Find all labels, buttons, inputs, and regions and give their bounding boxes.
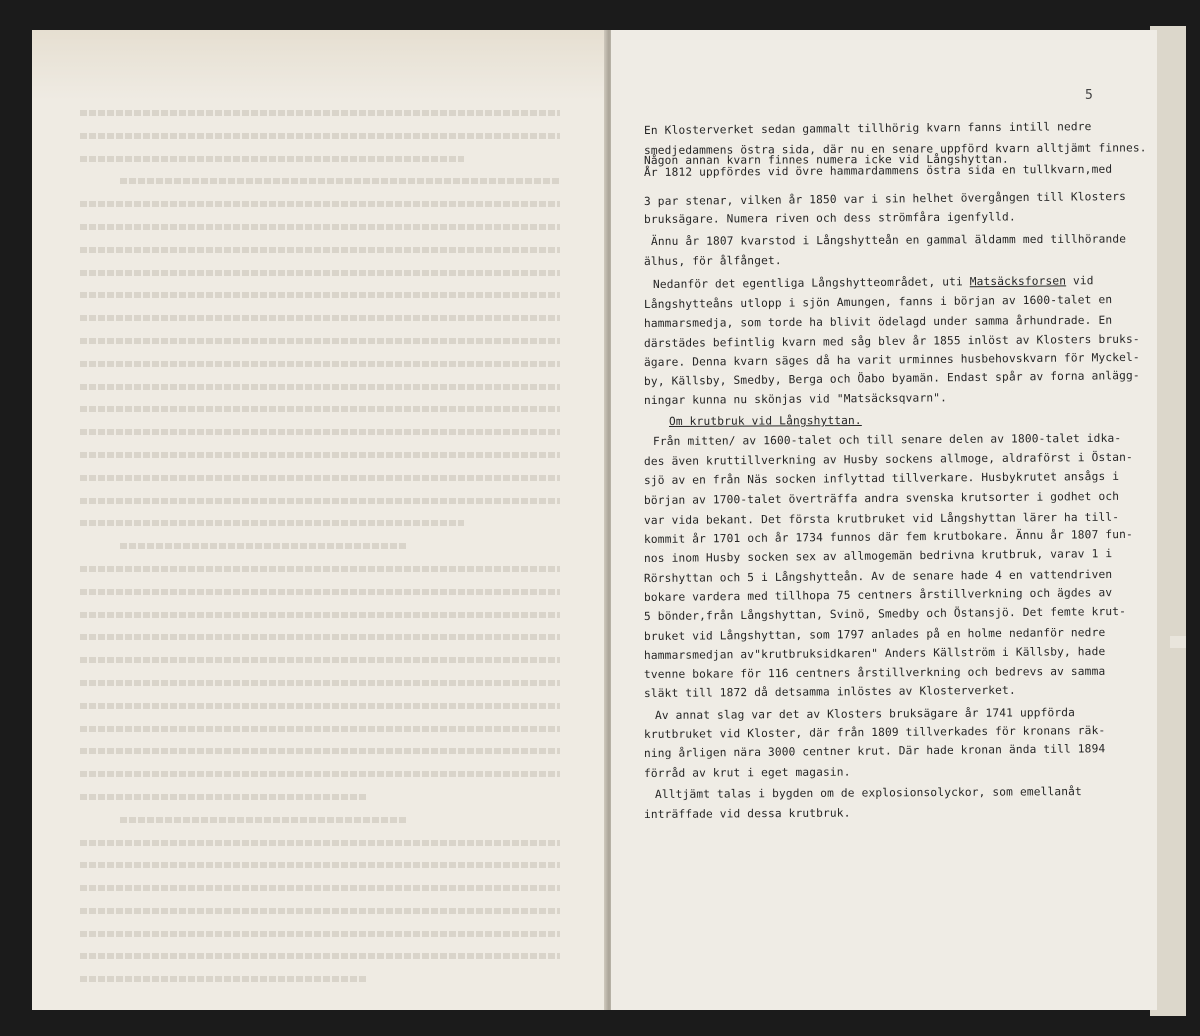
- text-line: älhus, för ålfånget.: [643, 254, 782, 268]
- text-line: förråd av krut i eget magasin.: [643, 765, 851, 780]
- text-line: hammarsmedja, som torde ha blivit ödelagd under samma århundrade. En: [643, 313, 1113, 330]
- text-line: Rörshyttan och 5 i Långshytteån. Av de senare hade 4 en vattendriven: [643, 567, 1113, 585]
- text-line: Från mitten/ av 1600-talet och till senare delen av 1800-talet idka-: [652, 431, 1122, 448]
- page-top-shading: [32, 30, 607, 100]
- text-line: därstädes befintlig kvarn med såg blev år 1855 inlöst av Klosters bruks-: [643, 332, 1140, 350]
- text-line: ning årligen nära 3000 centner krut. Där hade kronan ända till 1894: [643, 742, 1106, 760]
- text-line: släkt till 1872 då detsamma inlöstes av Klosterverket.: [643, 683, 1016, 700]
- text-line: krutbruket vid Kloster, där från 1809 tillverkades för kronans räk-: [643, 723, 1106, 741]
- text-line: Långshytteåns utlopp i sjön Amungen, fanns i början av 1600-talet en: [643, 293, 1113, 311]
- text-line: inträffade vid dessa krutbruk.: [643, 806, 851, 821]
- text-line: bruksägare. Numera riven och dess strömfåra igenfylld.: [643, 210, 1016, 226]
- bleed-through-text: [80, 110, 560, 999]
- text-line: nos inom Husby socken sex av allmogemän bedrivna krutbruk, varav 1 i: [643, 547, 1113, 565]
- text-line: Alltjämt talas i bygden om de explosionsolyckor, som emellanåt: [654, 785, 1082, 801]
- text-line: by, Källsby, Smedby, Berga och Öabo byamän. Endast spår av forna anlägg-: [643, 368, 1140, 388]
- text-line: hammarsmedjan av"krutbruksidkaren" Anders Källström i Källsby, hade: [643, 644, 1106, 662]
- text-line: tvenne bokare för 116 centners årstillverkning och bedrevs av samma: [643, 664, 1106, 681]
- text-line: En Klosterverket sedan gammalt tillhörig kvarn fanns intill nedre: [643, 120, 1092, 137]
- text-line: början av 1700-talet överträffa andra svenska krutsorter i godhet och: [643, 489, 1120, 507]
- text-line: Av annat slag var det av Klosters bruksägare år 1741 uppförda: [654, 706, 1076, 722]
- text-line: kommit år 1701 och år 1734 funnos där fem krutbokare. Ännu år 1807 fun-: [643, 527, 1133, 546]
- underlined-place-name: Matsäcksforsen: [969, 274, 1067, 289]
- text-line: var vida bekant. Det första krutbruket vid Långshyttan lärer ha till-: [643, 510, 1120, 527]
- text-line: ägare. Denna kvarn säges då ha varit urminnes husbehovskvarn för Myckel-: [643, 350, 1140, 369]
- text-line: bruket vid Långshyttan, som 1797 anlades på en holme nedanför nedre: [643, 625, 1106, 643]
- text-line: des även kruttillverkning av Husby sockens allmoge, aldraförst i Östan-: [643, 450, 1133, 468]
- text-line: Ännu år 1807 kvarstod i Långshytteån en gammal äldamm med tillhörande: [650, 232, 1127, 248]
- text-line: 3 par stenar, vilken år 1850 var i sin helhet övergången till Klosters: [643, 189, 1127, 208]
- text-line: Nedanför det egentliga Långshytteområdet, uti Matsäcksforsen vid: [652, 274, 1094, 291]
- text-line: bokare vardera med tillhopa 75 centners årstillverkning och ägdes av: [643, 586, 1113, 604]
- sheet-tab: [1170, 636, 1186, 648]
- page-number: 5: [1085, 88, 1093, 103]
- text-line: sjö av en från Näs socken inflyttad tillverkare. Husbykrutet ansågs i: [643, 469, 1120, 487]
- text-line: 5 bönder,från Långshyttan, Svinö, Smedby och Östansjö. Det femte krut-: [643, 604, 1127, 623]
- right-page: [611, 30, 1157, 1010]
- text-line: smedjedammens östra sida, där nu en senare uppförd kvarn alltjämt finnes.: [643, 141, 1147, 157]
- text-line: ningar kunna nu skönjas vid "Matsäcksqvarn".: [643, 391, 948, 407]
- section-heading: Om krutbruk vid Långshyttan.: [668, 413, 862, 428]
- left-page-verso: [32, 30, 607, 1010]
- text-line: År 1812 uppfördes vid övre hammardammens östra sida en tullkvarn,med: [643, 162, 1113, 179]
- text-line: Någon annan kvarn finnes numera icke vid Långshyttan.: [643, 152, 1009, 167]
